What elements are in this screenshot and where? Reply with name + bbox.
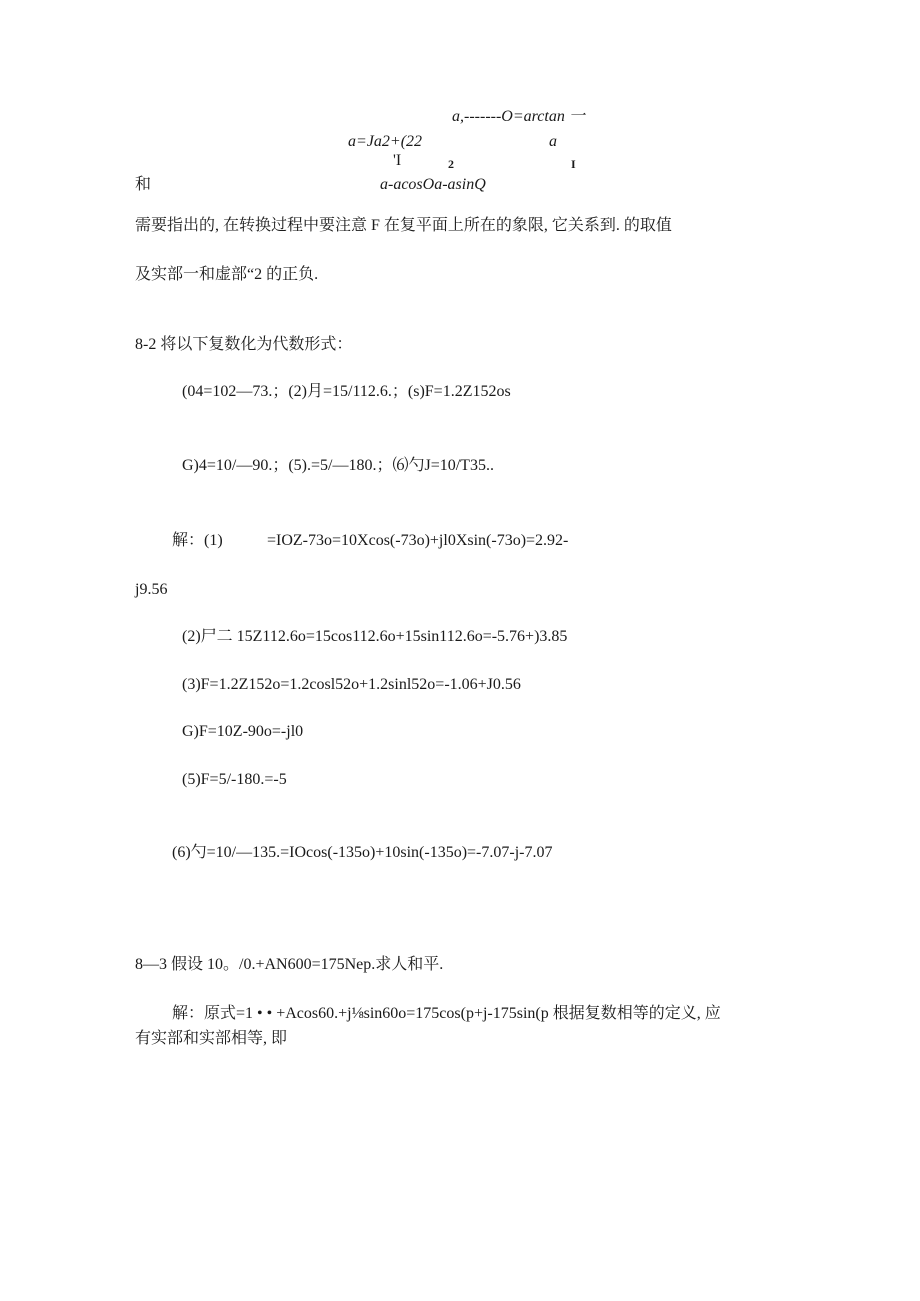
formula-denominator-a: a — [549, 133, 557, 150]
solution-5: (5)F=5/-180.=-5 — [182, 771, 287, 788]
formula-exponent-2: 2 — [448, 157, 454, 171]
formula-line-arctan: a,-------O=arctan 一 — [452, 108, 585, 125]
solution-2: (2)尸二 15Z112.6o=15cos112.6o+15sin112.6o=-5.76+)3.85 — [182, 628, 568, 645]
solution-1: =IOZ-73o=10Xcos(-73o)+jl0Xsin(-73o)=2.92- — [267, 532, 569, 549]
solution-3: (3)F=1.2Z152o=1.2cosl52o+1.2sinl52o=-1.06+J0.56 — [182, 676, 521, 693]
problem-8-2-given-1: (04=102—73.；(2)月=15/112.6.；(s)F=1.2Z152os — [182, 383, 511, 400]
solution-1-continued: j9.56 — [135, 581, 168, 598]
problem-8-3-title: 8—3 假设 10。/0.+AN600=175Nep.求人和平. — [135, 956, 444, 973]
problem-8-2-title: 8-2 将以下复数化为代数形式： — [135, 336, 353, 353]
problem-8-3-solution-line-1: 解：原式=1 • • +Acos60.+j⅛sin60o=175cos(p+j-175sin(p 根据复数相等的定义, 应 — [172, 1005, 721, 1022]
note-line-1: 需要指出的, 在转换过程中要注意 F 在复平面上所在的象限, 它关系到. 的取值 — [135, 217, 672, 234]
problem-8-2-given-2: G)4=10/—90.；(5).=5/—180.；⑹勺J=10/T35.. — [182, 457, 494, 474]
formula-fragment-i: 'I — [393, 152, 402, 169]
solution-6: (6)勺=10/—135.=IOcos(-135o)+10sin(-135o)=-7.07-j-7.07 — [172, 844, 553, 861]
formula-fragment-bar: I — [571, 157, 576, 171]
solution-4: G)F=10Z-90o=-jl0 — [182, 723, 304, 740]
note-line-2: 及实部一和虚部“2 的正负. — [135, 266, 319, 283]
formula-line-modulus: a=Ja2+(22 — [348, 133, 423, 150]
formula-and-label: 和 — [135, 176, 152, 193]
formula-line-polar: a-acosOa-asinQ — [380, 176, 486, 193]
solution-label: 解：(1) — [172, 532, 223, 549]
problem-8-3-solution-line-2: 有实部和实部相等, 即 — [135, 1030, 288, 1047]
